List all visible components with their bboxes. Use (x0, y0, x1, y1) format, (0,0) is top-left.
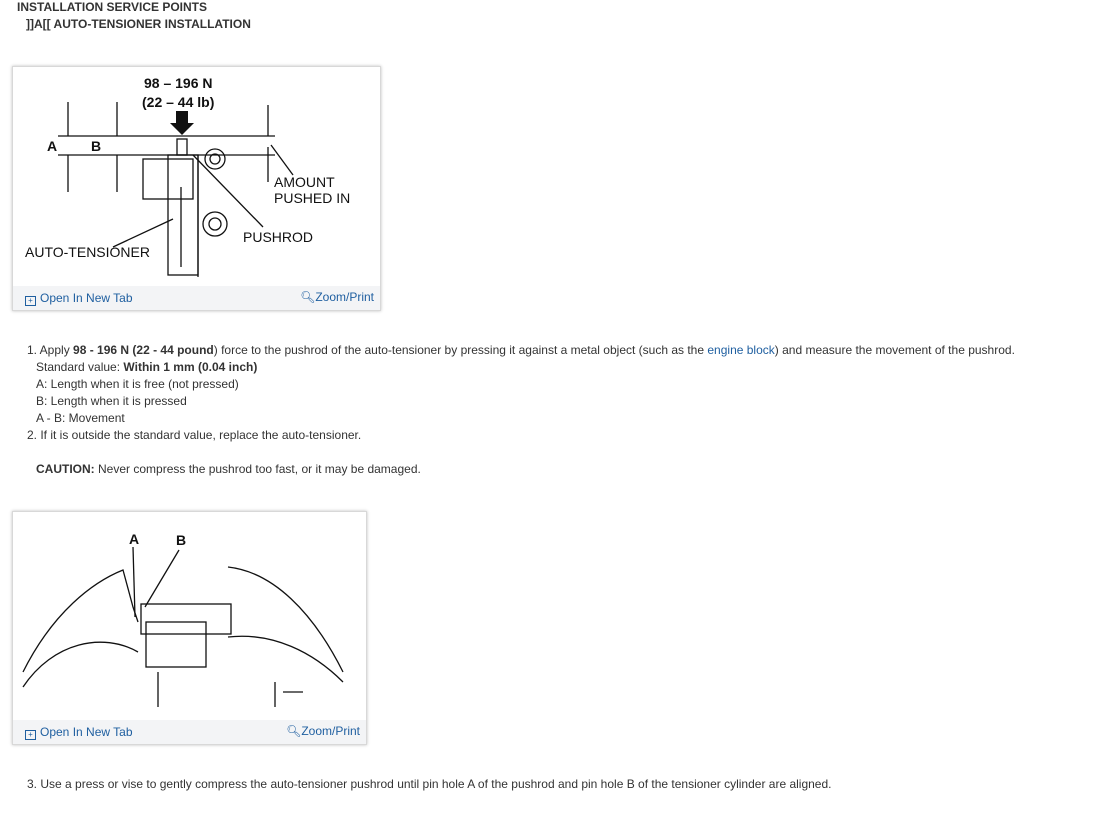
open-new-tab-icon: + (25, 296, 36, 306)
zoom-print-link[interactable] (286, 724, 360, 738)
figure-footer (13, 286, 380, 310)
step-2: 2. If it is outside the standard value, replace the auto-tensioner. (27, 428, 362, 442)
figure-footer (13, 720, 366, 744)
label-b: B (91, 138, 102, 154)
figure-auto-tensioner-measure (12, 66, 381, 311)
pushed-in-label: PUSHED IN (274, 190, 351, 206)
step-1: 1. Apply 98 - 196 N (22 - 44 pound) force to the pushrod of the auto-tensioner by pressing it against a metal object (such as the engine block) and measure the movement of the pushrod. (27, 343, 1015, 357)
note-ab: A - B: Movement (36, 411, 125, 425)
label-a: A (129, 531, 140, 547)
open-in-new-tab-link[interactable] (25, 725, 133, 740)
caution: CAUTION: Never compress the pushrod too fast, or it may be damaged. (36, 462, 421, 476)
open-label: Open In New Tab (40, 725, 133, 739)
section-title: INSTALLATION SERVICE POINTS (17, 0, 208, 14)
pin-hole-diagram (13, 512, 366, 720)
open-new-tab-icon: + (25, 730, 36, 740)
open-in-new-tab-link[interactable] (25, 291, 133, 306)
standard-value: Standard value: Within 1 mm (0.04 inch) (36, 360, 258, 374)
instructions (27, 342, 1015, 478)
pushrod-label: PUSHROD (243, 229, 314, 245)
zoom-print-link[interactable] (300, 290, 374, 304)
zoom-label: Zoom/Print (315, 290, 374, 304)
section-subtitle: ]]A[[ AUTO-TENSIONER INSTALLATION (26, 17, 251, 31)
label-b: B (176, 532, 187, 548)
tensioner-diagram (13, 67, 380, 287)
amount-label: AMOUNT (274, 174, 335, 190)
force-label: 98 – 196 N (144, 75, 213, 91)
figure-pin-holes (12, 511, 367, 745)
step-3: 3. Use a press or vise to gently compress the auto-tensioner pushrod until pin hole A of the pushrod and pin hole B of the tensioner cylinder are aligned. (27, 777, 832, 791)
note-b: B: Length when it is pressed (36, 394, 187, 408)
zoom-icon: 🔍︎ (286, 724, 302, 738)
label-a: A (47, 138, 58, 154)
zoom-icon: 🔍︎ (300, 290, 316, 304)
zoom-label: Zoom/Print (301, 724, 360, 738)
note-a: A: Length when it is free (not pressed) (36, 377, 239, 391)
engine-block-link[interactable]: engine block (707, 343, 775, 357)
force-lb-label: (22 – 44 lb) (142, 94, 215, 110)
auto-tensioner-label: AUTO-TENSIONER (25, 244, 150, 260)
open-label: Open In New Tab (40, 291, 133, 305)
